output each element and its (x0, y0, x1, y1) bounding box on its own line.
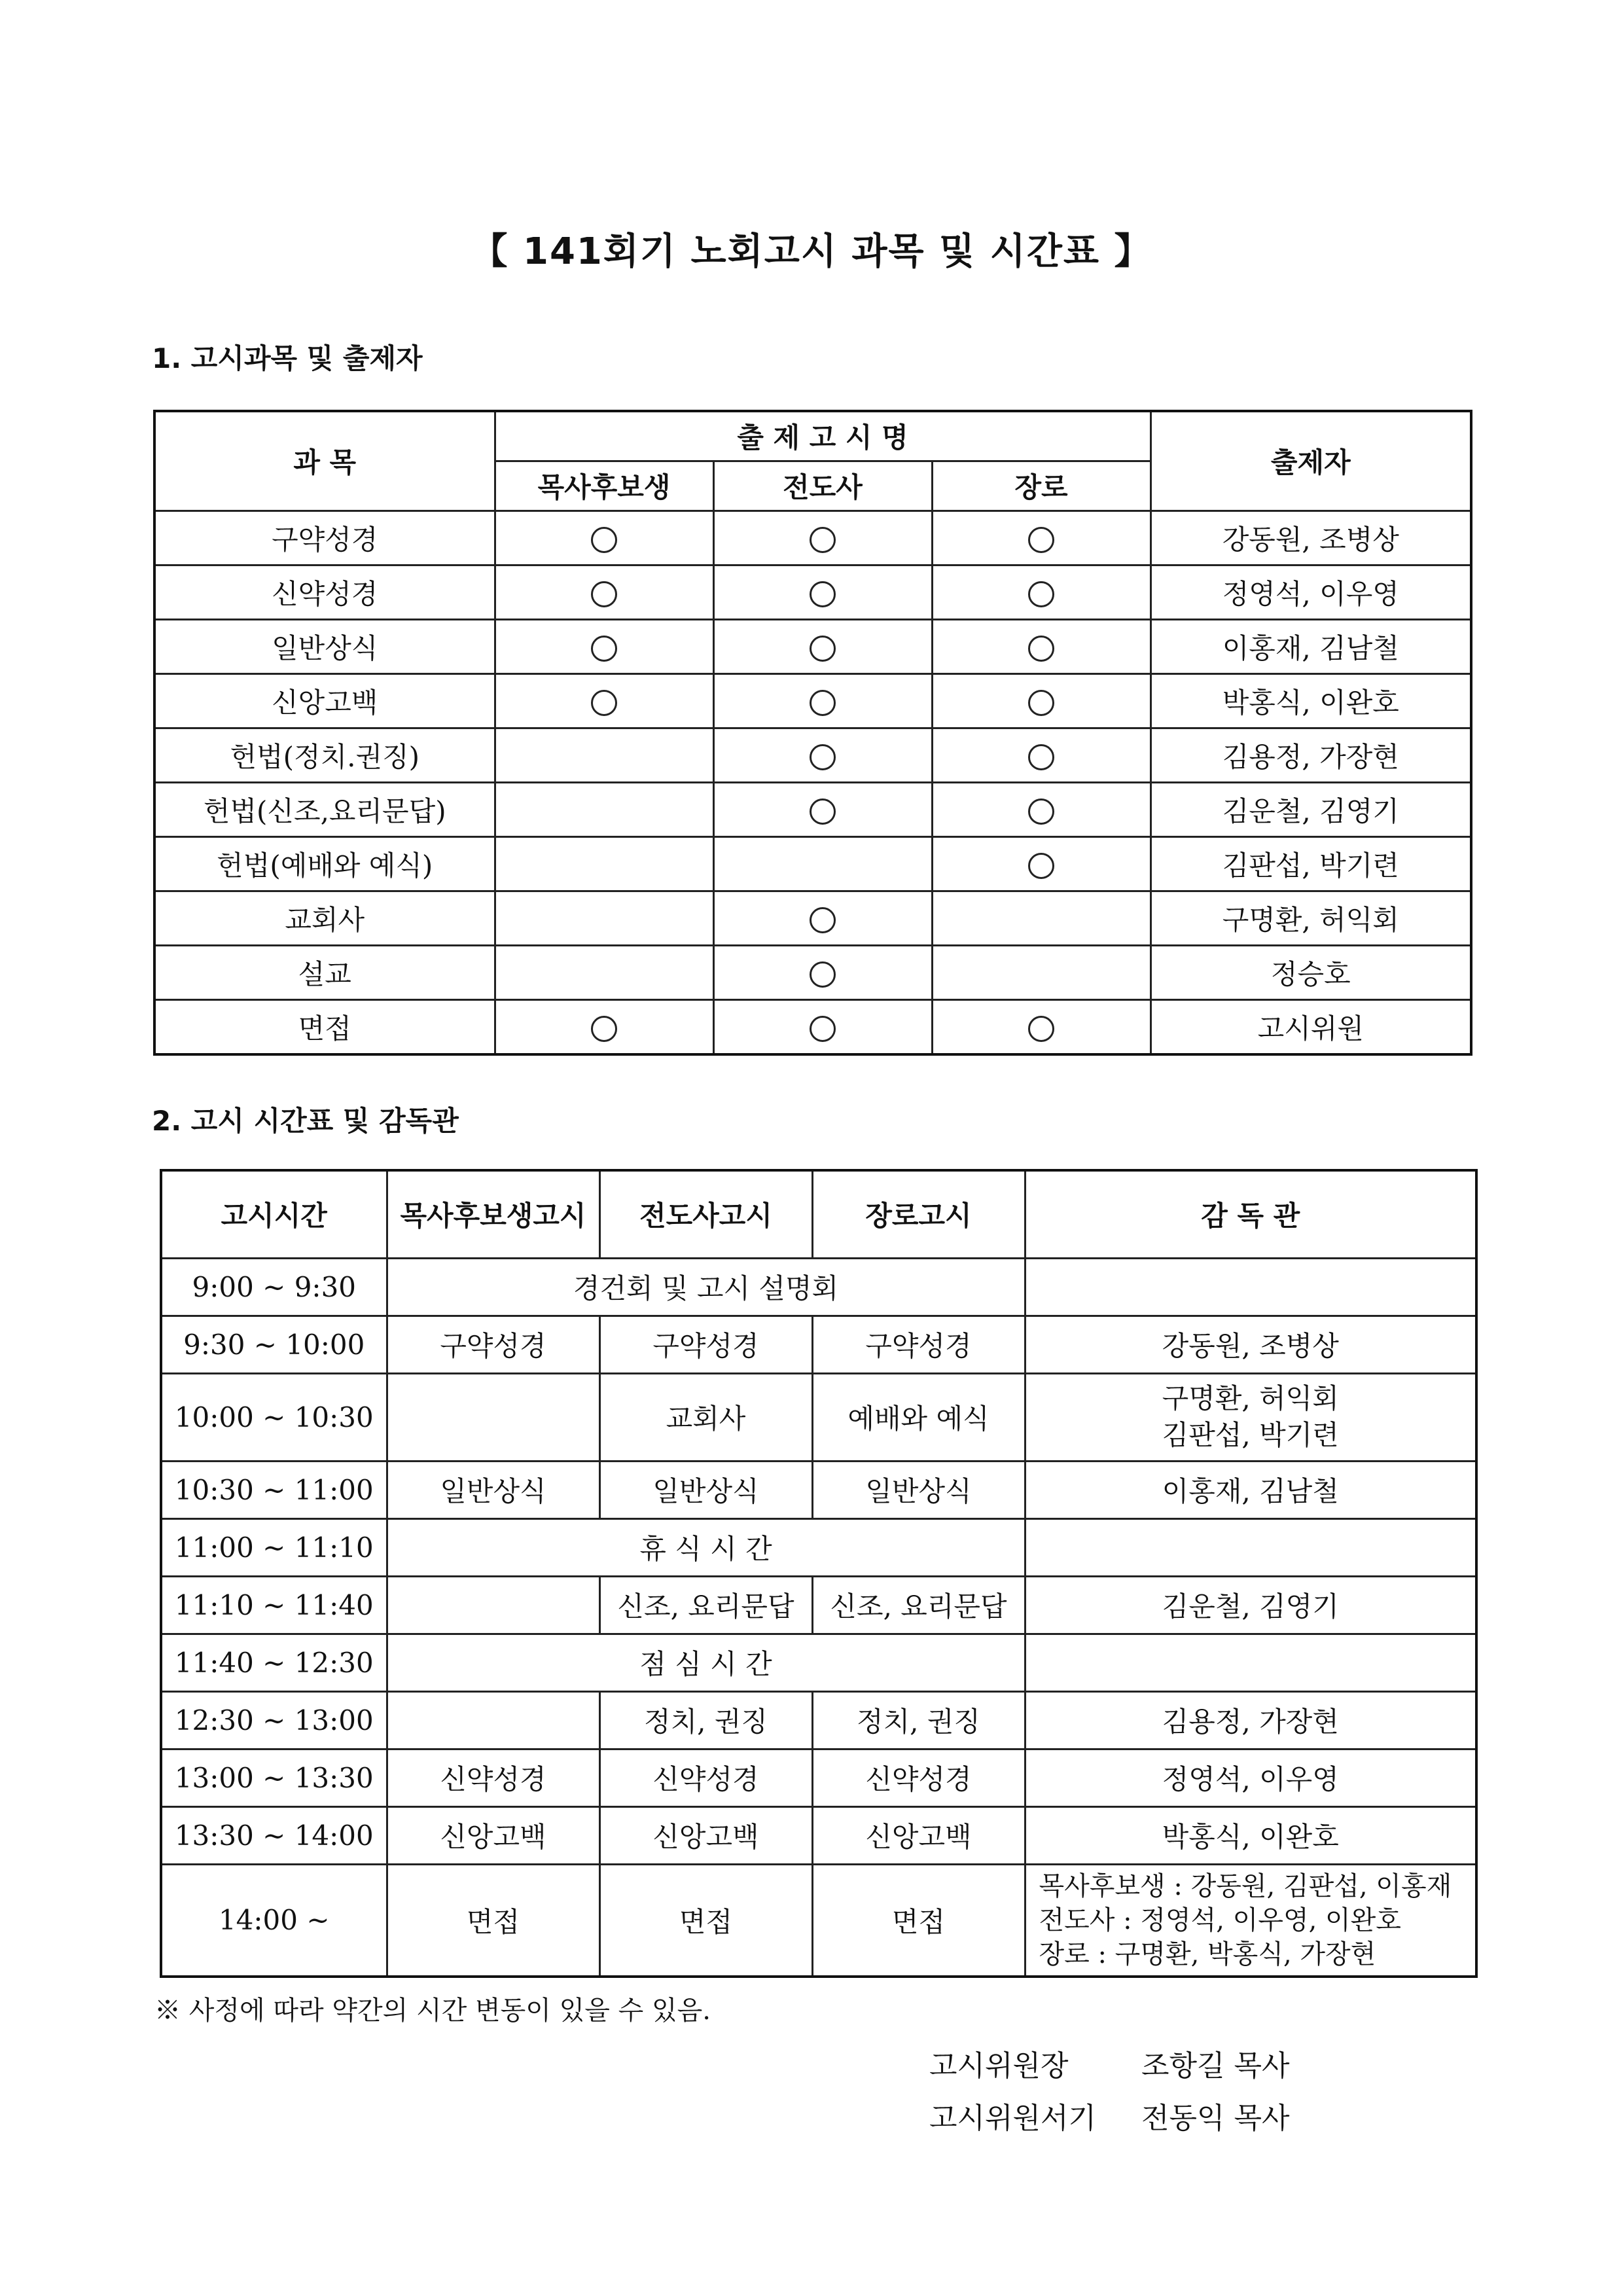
table-row (154, 511, 1471, 565)
mark-cell (932, 836, 1150, 891)
examiner-cell: 정승호 (1150, 945, 1471, 999)
supervisor-cell: 김용정, 가장현 (1025, 1691, 1476, 1749)
circle-mark-icon (1028, 744, 1054, 770)
subject-cell: 면접 (154, 999, 495, 1054)
circle-mark-icon (810, 907, 836, 933)
examiner-cell: 고시위원 (1150, 999, 1471, 1054)
supervisor-cell (1025, 1634, 1476, 1691)
header-evangelist-exam: 전도사고시 (599, 1170, 812, 1258)
circle-mark-icon (1028, 1016, 1054, 1042)
table-row (154, 619, 1471, 673)
exam-cell (387, 1576, 599, 1634)
subject-cell: 구약성경 (154, 511, 495, 565)
supervisor-cell (1025, 1518, 1476, 1576)
examiner-cell: 김판섭, 박기련 (1150, 836, 1471, 891)
page-title: 【 141회기 노회고시 과목 및 시간표 】 (471, 230, 1152, 273)
header-col-evangelist: 전도사 (713, 461, 932, 511)
table-row (154, 891, 1471, 945)
header-col-elder: 장로 (932, 461, 1150, 511)
circle-mark-icon (810, 690, 836, 716)
circle-mark-icon (591, 527, 617, 553)
circle-mark-icon (810, 527, 836, 553)
examiner-cell: 강동원, 조병상 (1150, 511, 1471, 565)
circle-mark-icon (810, 744, 836, 770)
table-row (161, 1691, 1476, 1749)
span-cell: 휴 식 시 간 (387, 1518, 1025, 1576)
exam-cell: 신앙고백 (812, 1806, 1025, 1864)
exam-cell: 구약성경 (599, 1316, 812, 1373)
examiner-cell: 김운철, 김영기 (1150, 782, 1471, 836)
table-row (161, 1461, 1476, 1518)
exam-cell: 일반상식 (812, 1461, 1025, 1518)
header-examiner: 출제자 (1150, 411, 1471, 511)
subject-cell: 신약성경 (154, 565, 495, 619)
exam-cell: 일반상식 (599, 1461, 812, 1518)
table-row (161, 1864, 1476, 1977)
circle-mark-icon (810, 1016, 836, 1042)
supervisor-cell: 김운철, 김영기 (1025, 1576, 1476, 1634)
examiner-cell: 박홍식, 이완호 (1150, 673, 1471, 728)
circle-mark-icon (1028, 798, 1054, 825)
mark-cell (495, 673, 713, 728)
exam-cell: 신앙고백 (387, 1806, 599, 1864)
table-row (154, 673, 1471, 728)
header-candidate-exam: 목사후보생고시 (387, 1170, 599, 1258)
span-cell: 점 심 시 간 (387, 1634, 1025, 1691)
mark-cell (713, 673, 932, 728)
subject-cell: 설교 (154, 945, 495, 999)
mark-cell (495, 511, 713, 565)
mark-cell (713, 945, 932, 999)
supervisor-cell: 이홍재, 김남철 (1025, 1461, 1476, 1518)
circle-mark-icon (810, 581, 836, 607)
header-col-candidate: 목사후보생 (495, 461, 713, 511)
mark-cell (932, 565, 1150, 619)
mark-cell (713, 782, 932, 836)
supervisor-cell: 정영석, 이우영 (1025, 1749, 1476, 1806)
exam-cell: 면접 (599, 1864, 812, 1977)
table-row (161, 1634, 1476, 1691)
mark-cell (495, 782, 713, 836)
exam-cell: 교회사 (599, 1373, 812, 1461)
time-cell: 13:30 ~ 14:00 (161, 1806, 387, 1864)
exam-cell: 정치, 권징 (599, 1691, 812, 1749)
subject-cell: 헌법(예배와 예식) (154, 836, 495, 891)
mark-cell (495, 728, 713, 782)
mark-cell (932, 511, 1150, 565)
exam-cell: 신조, 요리문답 (812, 1576, 1025, 1634)
mark-cell (495, 836, 713, 891)
section-heading-schedule: 2. 고시 시간표 및 감독관 (152, 1105, 459, 1137)
exam-cell: 구약성경 (812, 1316, 1025, 1373)
span-cell: 경건회 및 고시 설명회 (387, 1258, 1025, 1316)
examiner-cell: 이홍재, 김남철 (1150, 619, 1471, 673)
exam-cell: 면접 (387, 1864, 599, 1977)
mark-cell (932, 782, 1150, 836)
table-row (154, 782, 1471, 836)
time-cell: 9:30 ~ 10:00 (161, 1316, 387, 1373)
mark-cell (713, 565, 932, 619)
supervisor-line: 장로 : 구명환, 박홍식, 가장현 (1039, 1939, 1376, 1969)
table-row (161, 1373, 1476, 1461)
table-row (161, 1806, 1476, 1864)
subject-cell: 헌법(신조,요리문답) (154, 782, 495, 836)
supervisor-line: 김판섭, 박기련 (1162, 1419, 1339, 1451)
signature-secretary (929, 2094, 1290, 2136)
mark-cell (495, 565, 713, 619)
supervisor-line: 전도사 : 정영석, 이우영, 이완호 (1039, 1905, 1401, 1935)
subject-cell: 일반상식 (154, 619, 495, 673)
mark-cell (713, 836, 932, 891)
supervisor-line: 구명환, 허익회 (1162, 1382, 1339, 1414)
mark-cell (713, 619, 932, 673)
mark-cell (495, 891, 713, 945)
exam-cell: 구약성경 (387, 1316, 599, 1373)
signature-chair (929, 2042, 1290, 2084)
exam-cell: 정치, 권징 (812, 1691, 1025, 1749)
circle-mark-icon (591, 690, 617, 716)
mark-cell (713, 511, 932, 565)
examiner-cell: 김용정, 가장현 (1150, 728, 1471, 782)
exam-cell: 신약성경 (387, 1749, 599, 1806)
note-text: ※ 사정에 따라 약간의 시간 변동이 있을 수 있음. (154, 1996, 711, 2026)
table-row (154, 999, 1471, 1054)
mark-cell (713, 999, 932, 1054)
signature-name: 조항길 목사 (1141, 2049, 1290, 2083)
time-cell: 13:00 ~ 13:30 (161, 1749, 387, 1806)
header-subject: 과 목 (154, 411, 495, 511)
header-exam-group: 출 제 고 시 명 (495, 411, 1150, 461)
header-elder-exam: 장로고시 (812, 1170, 1025, 1258)
mark-cell (932, 891, 1150, 945)
exam-cell: 예배와 예식 (812, 1373, 1025, 1461)
circle-mark-icon (1028, 581, 1054, 607)
exam-cell: 신약성경 (812, 1749, 1025, 1806)
time-cell: 11:00 ~ 11:10 (161, 1518, 387, 1576)
time-cell: 9:00 ~ 9:30 (161, 1258, 387, 1316)
supervisor-cell (1025, 1258, 1476, 1316)
exam-cell: 신앙고백 (599, 1806, 812, 1864)
supervisor-cell: 박홍식, 이완호 (1025, 1806, 1476, 1864)
exam-cell (387, 1691, 599, 1749)
mark-cell (495, 619, 713, 673)
subjects-table (153, 410, 1472, 1056)
table-row (154, 728, 1471, 782)
examiner-cell: 정영석, 이우영 (1150, 565, 1471, 619)
circle-mark-icon (591, 636, 617, 662)
mark-cell (932, 945, 1150, 999)
exam-cell: 신약성경 (599, 1749, 812, 1806)
subject-cell: 신앙고백 (154, 673, 495, 728)
exam-cell: 신조, 요리문답 (599, 1576, 812, 1634)
mark-cell (713, 728, 932, 782)
circle-mark-icon (1028, 636, 1054, 662)
mark-cell (495, 999, 713, 1054)
mark-cell (932, 619, 1150, 673)
table-row (161, 1258, 1476, 1316)
schedule-table (160, 1169, 1478, 1978)
circle-mark-icon (810, 798, 836, 825)
section-heading-subjects: 1. 고시과목 및 출제자 (152, 342, 423, 374)
circle-mark-icon (810, 961, 836, 988)
table-row (161, 1576, 1476, 1634)
signature-name: 전동익 목사 (1141, 2102, 1290, 2135)
circle-mark-icon (1028, 527, 1054, 553)
time-cell: 11:10 ~ 11:40 (161, 1576, 387, 1634)
time-cell: 14:00 ~ (161, 1864, 387, 1977)
header-supervisor: 감 독 관 (1025, 1170, 1476, 1258)
circle-mark-icon (1028, 690, 1054, 716)
table-row (154, 945, 1471, 999)
supervisor-line: 목사후보생 : 강동원, 김판섭, 이홍재 (1039, 1871, 1452, 1901)
mark-cell (713, 891, 932, 945)
circle-mark-icon (1028, 853, 1054, 879)
time-cell: 11:40 ~ 12:30 (161, 1634, 387, 1691)
table-row (154, 565, 1471, 619)
mark-cell (932, 673, 1150, 728)
time-cell: 10:00 ~ 10:30 (161, 1373, 387, 1461)
table-row (161, 1316, 1476, 1373)
supervisor-cell: 강동원, 조병상 (1025, 1316, 1476, 1373)
exam-cell (387, 1373, 599, 1461)
table-row (161, 1518, 1476, 1576)
supervisor-cell (1025, 1864, 1476, 1977)
exam-cell: 일반상식 (387, 1461, 599, 1518)
circle-mark-icon (591, 581, 617, 607)
mark-cell (932, 999, 1150, 1054)
time-cell: 10:30 ~ 11:00 (161, 1461, 387, 1518)
time-cell: 12:30 ~ 13:00 (161, 1691, 387, 1749)
supervisor-cell (1025, 1373, 1476, 1461)
mark-cell (495, 945, 713, 999)
header-time: 고시시간 (161, 1170, 387, 1258)
subject-cell: 헌법(정치.권징) (154, 728, 495, 782)
signature-role: 고시위원서기 (929, 2102, 1097, 2135)
table-row (154, 836, 1471, 891)
signature-role: 고시위원장 (929, 2049, 1069, 2083)
circle-mark-icon (591, 1016, 617, 1042)
subject-cell: 교회사 (154, 891, 495, 945)
table-row (161, 1749, 1476, 1806)
exam-cell: 면접 (812, 1864, 1025, 1977)
mark-cell (932, 728, 1150, 782)
circle-mark-icon (810, 636, 836, 662)
examiner-cell: 구명환, 허익회 (1150, 891, 1471, 945)
